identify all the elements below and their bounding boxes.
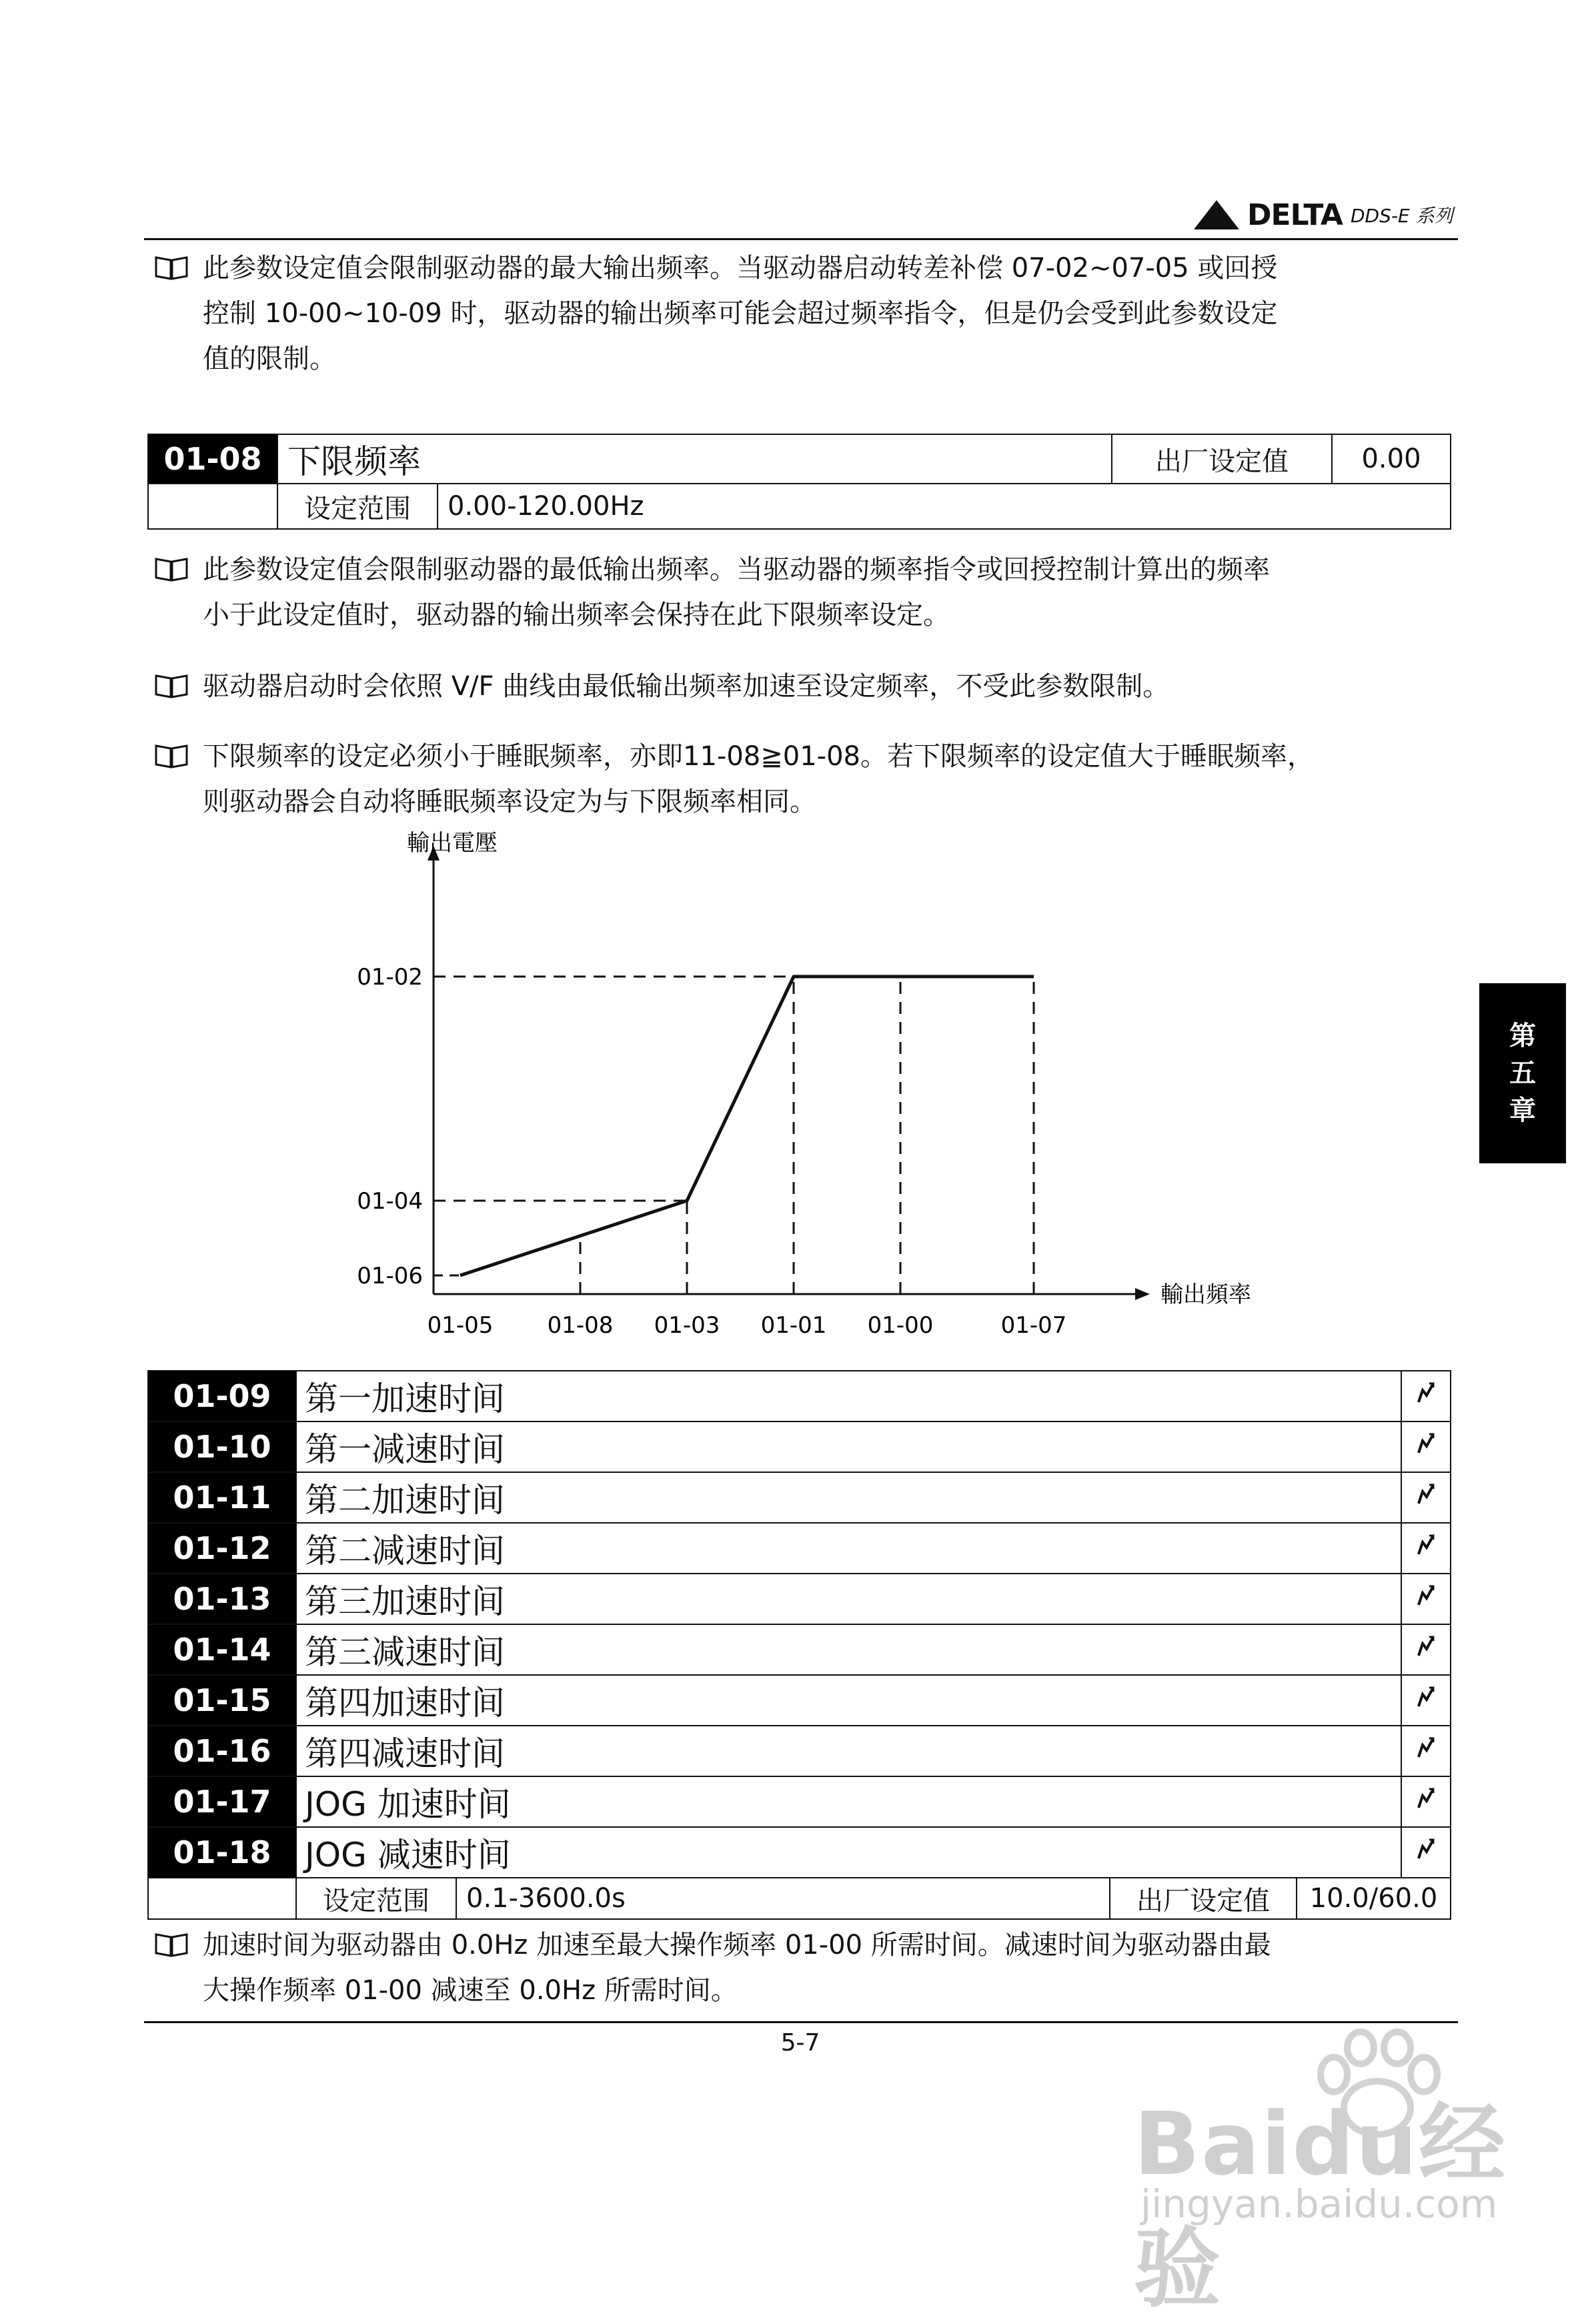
book-icon xyxy=(155,743,188,768)
factory-label: 出厂设定值 xyxy=(1110,1878,1297,1919)
chapter-char: 章 xyxy=(1509,1095,1536,1126)
note-vf-start xyxy=(155,664,1462,709)
param-row xyxy=(148,1624,1451,1675)
param-code: 01-10 xyxy=(148,1421,296,1472)
x-axis-arrow xyxy=(1135,1288,1150,1300)
param-row xyxy=(148,1472,1451,1523)
param-row xyxy=(148,1421,1451,1472)
empty-cell xyxy=(148,1878,296,1919)
accel-param-table xyxy=(147,1370,1451,1920)
runtime-edit-icon xyxy=(1401,1776,1451,1827)
runtime-edit-icon xyxy=(1401,1624,1451,1675)
param-code: 01-15 xyxy=(148,1675,296,1726)
note-accel-time xyxy=(155,1922,1462,2013)
runtime-edit-icon xyxy=(1401,1675,1451,1726)
book-icon xyxy=(155,255,188,280)
param-table-0108 xyxy=(147,434,1451,530)
factory-label: 出厂设定值 xyxy=(1112,434,1332,484)
delta-logo-icon xyxy=(1194,200,1239,229)
vf-curve-line xyxy=(460,977,1034,1275)
y-tick-label: 01-02 xyxy=(357,964,423,991)
book-icon xyxy=(155,1932,188,1957)
param-name: 第四减速时间 xyxy=(296,1726,1401,1776)
runtime-edit-icon xyxy=(1401,1574,1451,1624)
param-code: 01-12 xyxy=(148,1523,296,1574)
chapter-char: 第 xyxy=(1509,1021,1536,1051)
param-name: 第三加速时间 xyxy=(296,1574,1401,1624)
param-code: 01-14 xyxy=(148,1624,296,1675)
x-tick-label: 01-05 xyxy=(427,1312,494,1339)
note-text: 此参数设定值会限制驱动器的最低输出频率。当驱动器的频率指令或回授控制计算出的频率 小于此设定值时，驱动器的输出频率会保持在此下限频率设定。 xyxy=(203,554,1270,630)
param-row xyxy=(148,1827,1451,1878)
runtime-edit-icon xyxy=(1401,1827,1451,1878)
series-name: DDS-E 系列 xyxy=(1350,205,1453,227)
y-axis-label: 輸出電壓 xyxy=(407,829,498,856)
range-label: 设定范围 xyxy=(296,1878,456,1919)
param-row xyxy=(148,1574,1451,1624)
param-name: 第一加速时间 xyxy=(296,1371,1401,1421)
chapter-tab xyxy=(1479,983,1566,1163)
watermark-url: jingyan.baidu.com xyxy=(1140,2181,1498,2227)
page-number: 5-7 xyxy=(780,2029,820,2057)
note-text: 加速时间为驱动器由 0.0Hz 加速至最大操作频率 01-00 所需时间。减速时间为驱动器由最 大操作频率 01-00 减速至 0.0Hz 所需时间。 xyxy=(203,1930,1271,2006)
param-row xyxy=(148,1776,1451,1827)
footer-rule xyxy=(144,2021,1458,2023)
param-code: 01-16 xyxy=(148,1726,296,1776)
y-tick-label: 01-04 xyxy=(357,1188,423,1215)
param-row xyxy=(148,1371,1451,1421)
empty-cell xyxy=(148,484,277,529)
runtime-edit-icon xyxy=(1401,1726,1451,1776)
param-name: 第三减速时间 xyxy=(296,1624,1401,1675)
param-name: 第二加速时间 xyxy=(296,1472,1401,1523)
param-name: JOG 加速时间 xyxy=(296,1776,1401,1827)
runtime-edit-icon xyxy=(1401,1371,1451,1421)
param-name: JOG 减速时间 xyxy=(296,1827,1401,1878)
range-value: 0.1-3600.0s xyxy=(456,1878,1110,1919)
param-code: 01-11 xyxy=(148,1472,296,1523)
range-label: 设定范围 xyxy=(277,484,438,529)
param-row xyxy=(148,1726,1451,1776)
chapter-char: 五 xyxy=(1509,1058,1536,1089)
note-sleep-freq xyxy=(155,734,1462,824)
param-code: 01-18 xyxy=(148,1827,296,1878)
brand-header xyxy=(1194,195,1453,235)
book-icon xyxy=(155,556,188,582)
runtime-edit-icon xyxy=(1401,1421,1451,1472)
note-text: 驱动器启动时会依照 V/F 曲线由最低输出频率加速至设定频率，不受此参数限制。 xyxy=(203,671,1170,702)
brand-name: DELTA xyxy=(1247,197,1343,232)
book-icon xyxy=(155,673,188,698)
x-tick-label: 01-01 xyxy=(760,1312,827,1339)
param-name: 第四加速时间 xyxy=(296,1675,1401,1726)
factory-value: 10.0/60.0 xyxy=(1297,1878,1451,1919)
param-name: 第一减速时间 xyxy=(296,1421,1401,1472)
x-tick-label: 01-03 xyxy=(654,1312,720,1339)
x-tick-label: 01-07 xyxy=(1000,1312,1067,1339)
note-text: 此参数设定值会限制驱动器的最大输出频率。当驱动器启动转差补偿 07-02~07-05 或回授 控制 10-00~10-09 时，驱动器的输出频率可能会超过频率指令，但是仍会受到此参数设定 值的限制。 xyxy=(203,253,1278,374)
x-tick-label: 01-08 xyxy=(547,1312,614,1339)
note-max-freq xyxy=(155,245,1462,382)
range-value: 0.00-120.00Hz xyxy=(438,484,1451,529)
param-code: 01-13 xyxy=(148,1574,296,1624)
param-code: 01-08 xyxy=(148,434,277,484)
param-code: 01-17 xyxy=(148,1776,296,1827)
x-tick-label: 01-00 xyxy=(867,1312,934,1339)
factory-value: 0.00 xyxy=(1332,434,1451,484)
range-row xyxy=(148,1878,1451,1919)
param-code: 01-09 xyxy=(148,1371,296,1421)
note-min-freq xyxy=(155,547,1462,638)
param-row xyxy=(148,1523,1451,1574)
runtime-edit-icon xyxy=(1401,1472,1451,1523)
note-text: 下限频率的设定必须小于睡眠频率，亦即11-08≧01-08。若下限频率的设定值大于睡眠频率， 则驱动器会自动将睡眠频率设定为与下限频率相同。 xyxy=(203,741,1314,817)
watermark-brand: Baidu经验 xyxy=(1134,2093,1507,2319)
param-name: 下限频率 xyxy=(277,434,1112,484)
param-row xyxy=(148,1675,1451,1726)
y-tick-label: 01-06 xyxy=(357,1263,423,1289)
param-name: 第二减速时间 xyxy=(296,1523,1401,1574)
baidu-watermark xyxy=(1134,2028,1507,2319)
header-rule xyxy=(144,238,1458,240)
vf-curve-chart xyxy=(313,827,1261,1361)
runtime-edit-icon xyxy=(1401,1523,1451,1574)
x-axis-label: 輸出頻率 xyxy=(1160,1281,1251,1308)
